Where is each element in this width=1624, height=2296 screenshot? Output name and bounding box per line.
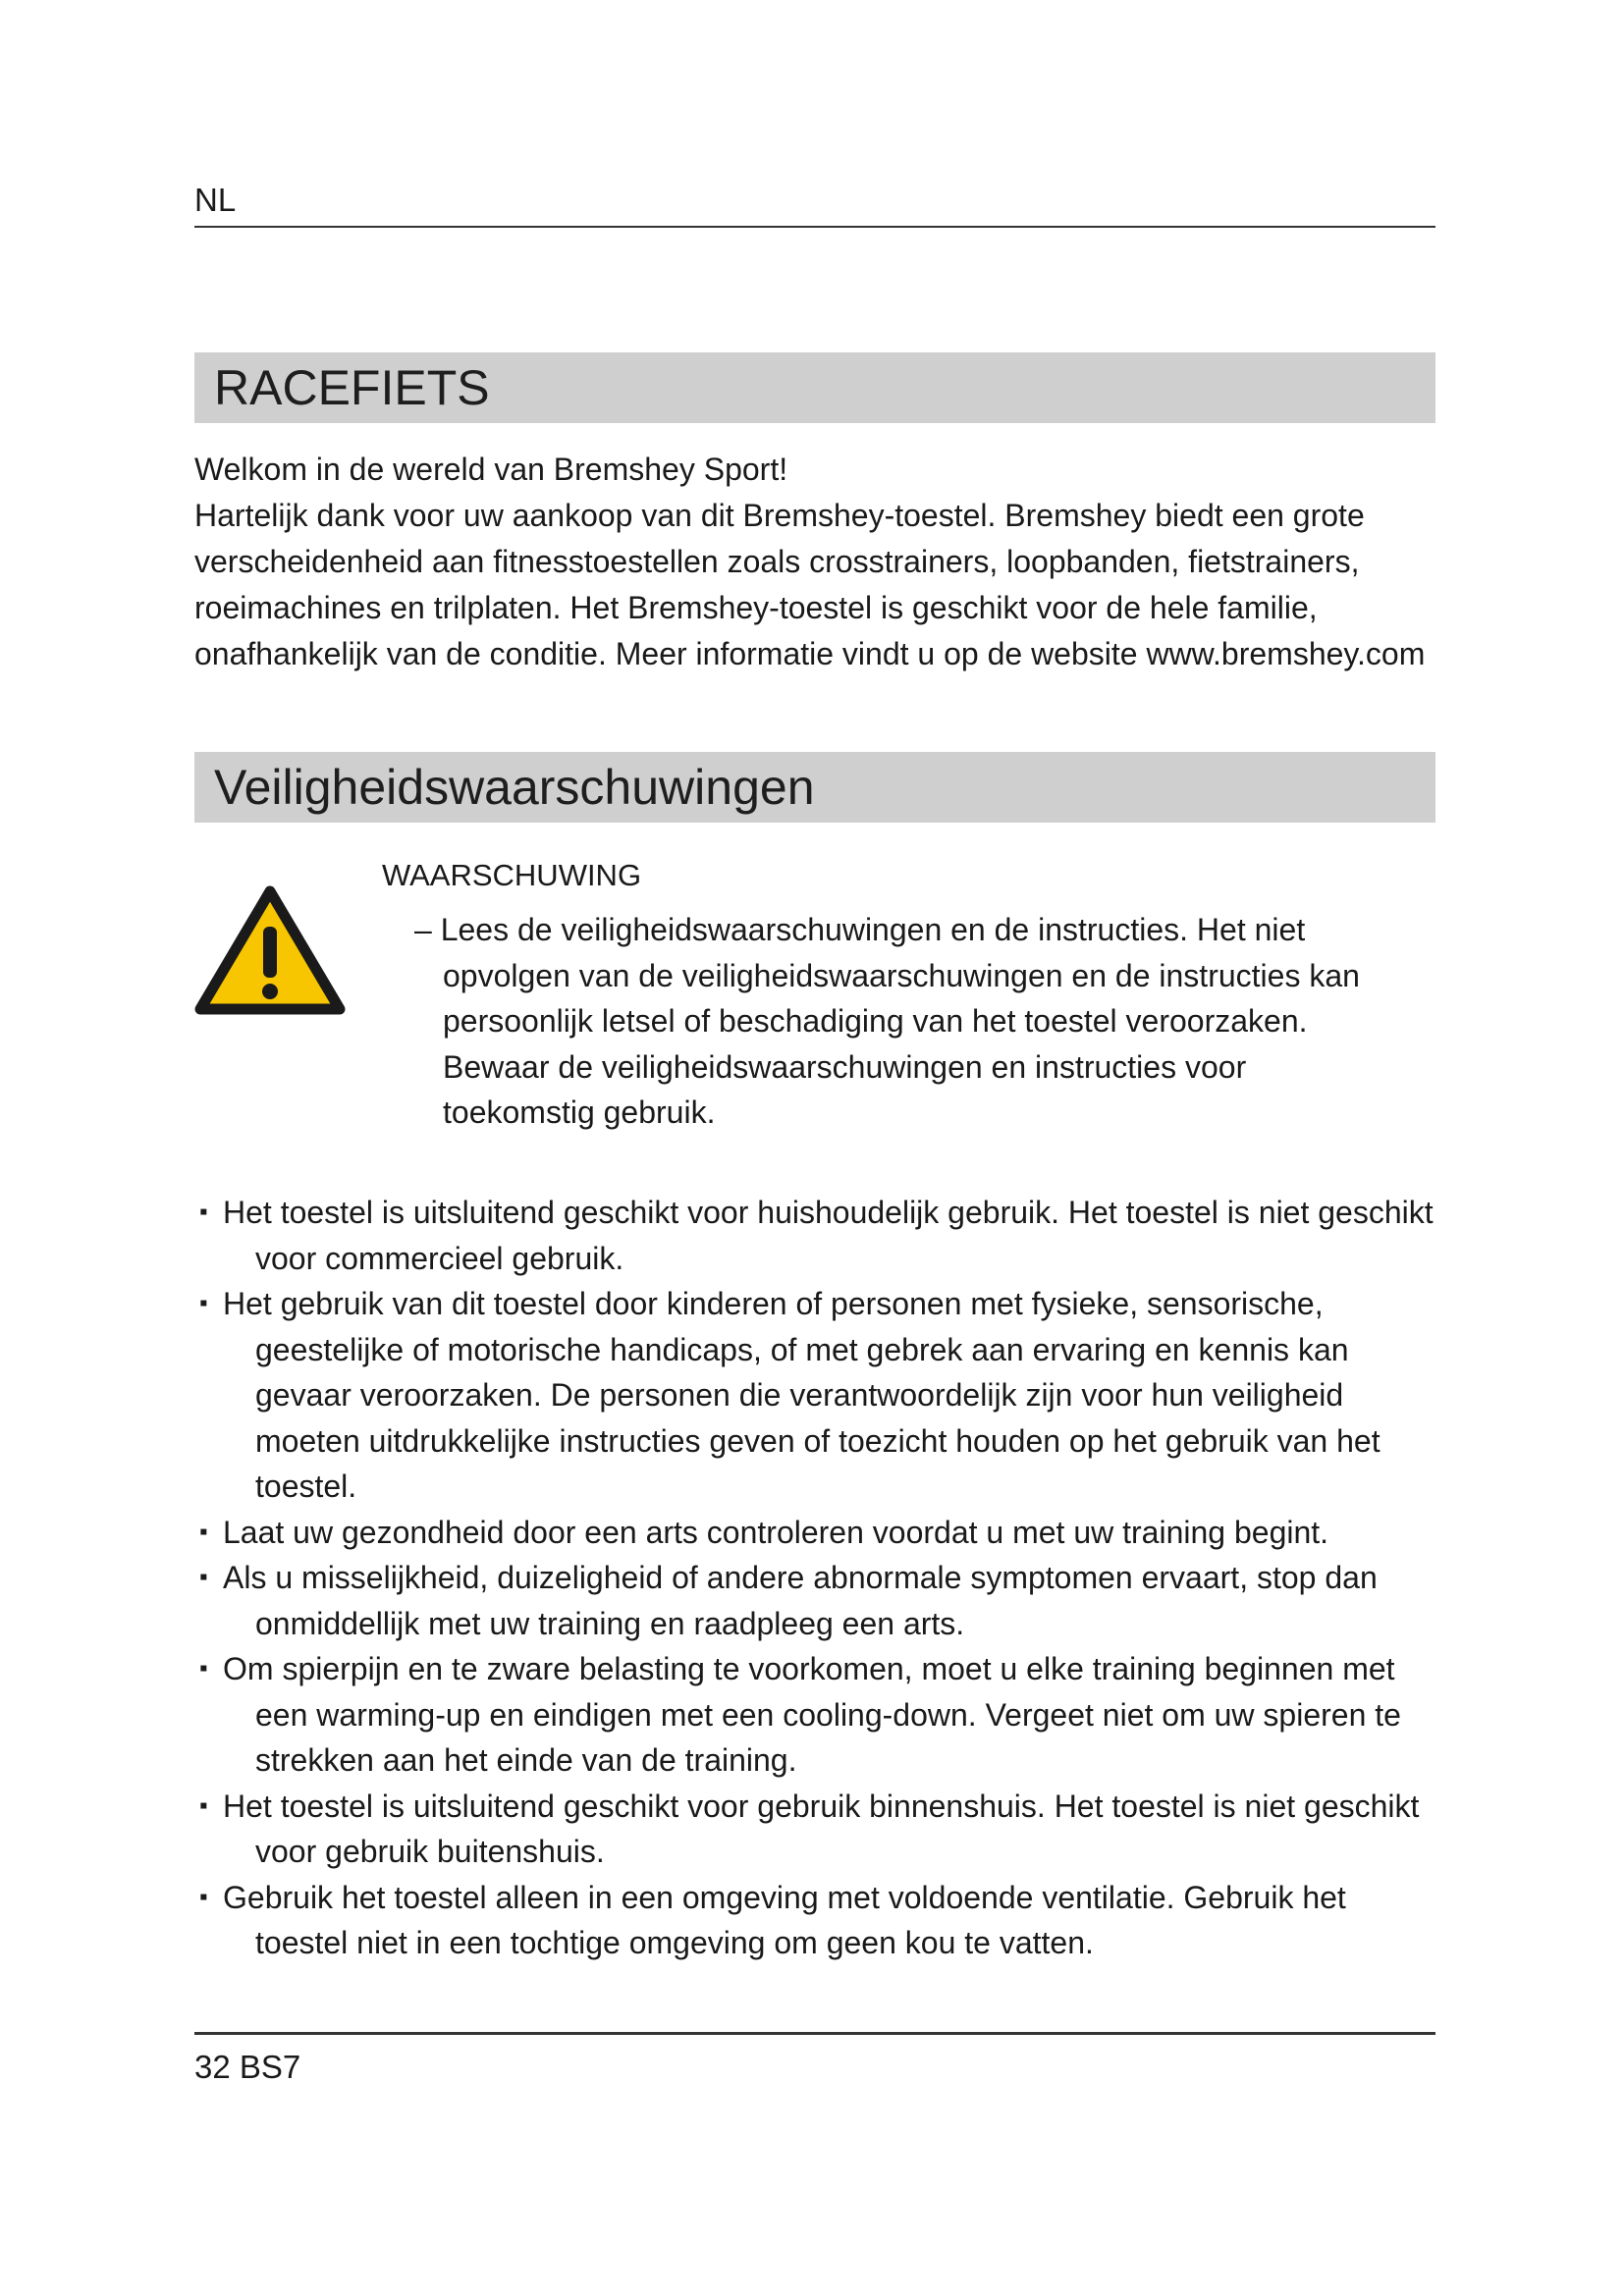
list-item: ▪ Het gebruik van dit toestel door kinderen of personen met fysieke, sensorische, geestelijke of motorische handicaps, of met gebrek aan ervaring en kennis kan gevaar veroorzaken. De personen die verantwoordelijk zijn voor hun veiligheid moeten uitdrukkelijke instructies geven of toezicht houden op het gebruik van het toestel. [194, 1281, 1435, 1510]
intro-welcome: Welkom in de wereld van Bremshey Sport! [194, 452, 788, 487]
list-item: ▪ Het toestel is uitsluitend geschikt voor huishoudelijk gebruik. Het toestel is niet geschikt voor commercieel gebruik. [194, 1190, 1435, 1281]
safety-bullet-list [194, 1190, 1435, 1966]
footer-divider [194, 2032, 1435, 2035]
list-item: ▪ Als u misselijkheid, duizeligheid of andere abnormale symptomen ervaart, stop dan onmiddellijk met uw training en raadpleeg een arts. [194, 1555, 1435, 1646]
intro-body: Hartelijk dank voor uw aankoop van dit Bremshey-toestel. Bremshey biedt een grote verscheidenheid aan fitnesstoestellen zoals crosstrainers, loopbanden, fietstrainers, roeimachines en trilplaten. Het Bremshey-toestel is geschikt voor de hele familie, onafhankelijk van de conditie. Meer informatie vindt u op de website www.bremshey.com [194, 498, 1426, 671]
warning-text: – Lees de veiligheidswaarschuwingen en de instructies. Het niet opvolgen van de veiligheidswaarschuwingen en de instructies kan persoonlijk letsel of beschadiging van het toestel veroorzaken. Bewaar de veiligheidswaarschuwingen en instructies voor toekomstig gebruik. [414, 912, 1360, 1130]
header-divider [194, 226, 1435, 228]
list-item: ▪ Laat uw gezondheid door een arts controleren voordat u met uw training begint. [194, 1510, 1435, 1556]
warning-triangle-icon [194, 883, 346, 1017]
list-item: ▪ Om spierpijn en te zware belasting te voorkomen, moet u elke training beginnen met een warming-up en eindigen met een cooling-down. Vergeet niet om uw spieren te strekken aan het einde van de training. [194, 1646, 1435, 1784]
intro-text [194, 447, 1435, 677]
document-page [194, 0, 1435, 2296]
list-item: ▪ Gebruik het toestel alleen in een omgeving met voldoende ventilatie. Gebruik het toestel niet in een tochtige omgeving om geen kou te vatten. [194, 1875, 1435, 1966]
language-label: NL [194, 182, 237, 218]
list-item: ▪ Het toestel is uitsluitend geschikt voor gebruik binnenshuis. Het toestel is niet geschikt voor gebruik buitenshuis. [194, 1784, 1435, 1875]
page-number: 32 BS7 [194, 2049, 301, 2085]
section-title-racefiets: RACEFIETS [194, 352, 1435, 423]
warning-title: WAARSCHUWING [382, 858, 642, 892]
section-title-safety: Veiligheidswaarschuwingen [194, 752, 1435, 823]
